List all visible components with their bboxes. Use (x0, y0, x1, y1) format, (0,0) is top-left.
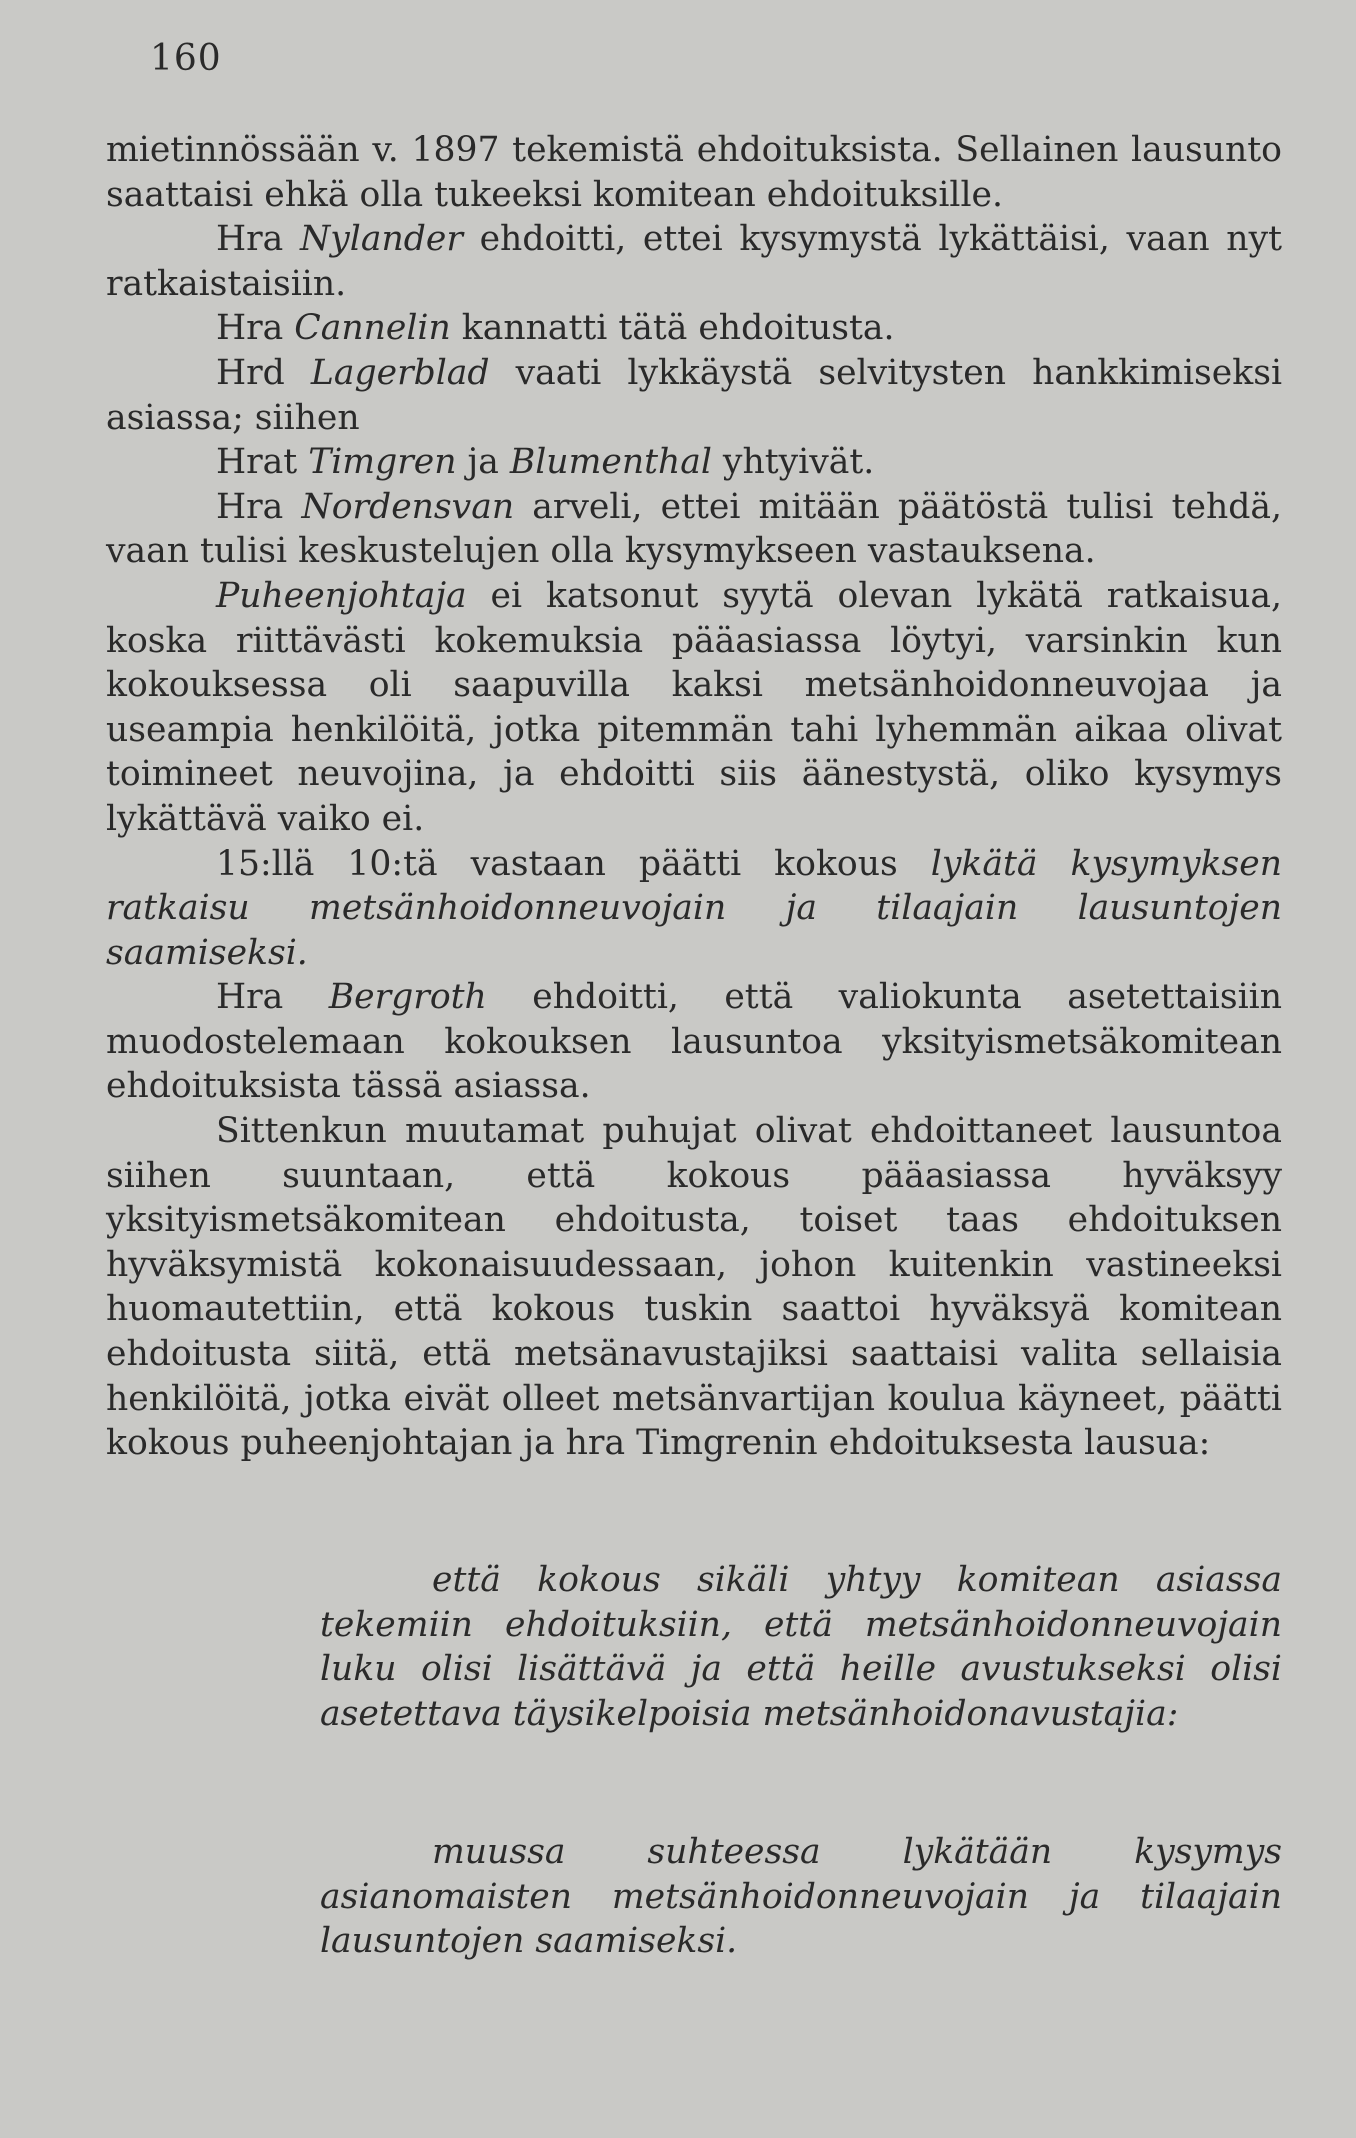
text-run: kannatti tätä ehdoitusta. (450, 308, 895, 349)
italic-text: Lagerblad (310, 352, 490, 393)
page-number: 160 (150, 38, 222, 79)
text-run: ehdoitti, ettei kysymystä lykättäisi, vaan nyt ratkaistaisiin. (106, 219, 1283, 304)
text-run: Hra (216, 219, 301, 260)
text-run: Hra (216, 486, 302, 527)
paragraph (106, 351, 1282, 440)
paragraph (106, 217, 1282, 306)
text-run: ei katsonut syytä olevan lykätä ratkaisua, koska riittävästi kokemuksia pääasiassa löytyi, varsinkin kun kokouksessa oli saapuvilla kaksi metsänhoidonneuvojaa ja useampia henkilöitä, jotka pitemmän tahi lyhemmän aikaa olivat toimineet neuvojina, ja ehdoitti siis äänestystä, oliko kysymys lykättävä vaiko ei. (106, 575, 1282, 839)
text-run: vaati lykkäystä selvitysten hankkimiseksi asiassa; siihen (106, 352, 1283, 438)
text-run: Sittenkun muutamat puhujat olivat ehdoittaneet lausuntoa siihen suuntaan, että kokous pääasiassa hyväksyy yksityismetsäkomitean ehdoitusta, toiset taas ehdoituksen hyväksymistä kokonaisuudessaan, johon kuitenkin vastineeksi huomautettiin, että kokous tuskin saattoi hyväksyä komitean ehdoitusta siitä, että metsänavustajiksi saattaisi valita sellaisia henkilöitä, jotka eivät olleet metsänvartijan koulua käyneet, päätti kokous puheenjohtajan ja hra Timgrenin ehdoituksesta lausua: (106, 1111, 1282, 1464)
paragraph (106, 306, 1282, 351)
text-run: mietinnössään v. 1897 tekemistä ehdoituksista. Sellainen lausunto saattaisi ehkä olla tukeeksi komitean ehdoituksille. (106, 130, 1282, 215)
italic-text: Nylander (300, 219, 463, 260)
paragraph (106, 1109, 1282, 1466)
paragraph (106, 842, 1282, 976)
paragraph (106, 440, 1282, 485)
body-text (106, 128, 1282, 1466)
text-run: Hrat (216, 442, 309, 483)
italic-text: Timgren (308, 442, 457, 483)
italic-text: Bergroth (328, 977, 487, 1018)
resolution-block-2 (106, 1830, 1282, 1964)
text-run: 15:llä 10:tä vastaan päätti kokous (216, 843, 931, 884)
italic-text: lykätä kysymyksen ratkaisu metsänhoidonneuvojain ja tilaajain lausuntojen saamiseksi. (106, 843, 1283, 973)
text-run: Hra (216, 977, 329, 1018)
italic-text: Nordensvan (301, 486, 515, 527)
resolution-text: muussa suhteessa lykätään kysymys asianomaisten metsänhoidonneuvojain ja tilaajain lausuntojen saamiseksi. (320, 1832, 1282, 1962)
italic-text: Blumenthal (509, 442, 712, 483)
paragraph (106, 485, 1282, 574)
paragraph (106, 128, 1282, 217)
text-run: Hra (216, 308, 295, 349)
text-run: ja (456, 442, 510, 483)
text-run: Hrd (216, 352, 311, 393)
text-run: yhtyivät. (711, 442, 875, 483)
resolution-text: että kokous sikäli yhtyy komitean asiassa tekemiin ehdoituksiin, että metsänhoidonneuvojain luku olisi lisättävä ja että heille avustukseksi olisi asetettava täysikelpoisia metsänhoidonavustajia: (320, 1560, 1282, 1734)
text-run: arveli, ettei mitään päätöstä tulisi tehdä, vaan tulisi keskustelujen olla kysymykseen vastauksena. (106, 486, 1283, 572)
paragraph (106, 975, 1282, 1109)
italic-text: Puheenjohtaja (216, 575, 467, 616)
resolution-block-1 (106, 1558, 1282, 1736)
paragraph (106, 574, 1282, 842)
text-run: ehdoitti, että valiokunta asetettaisiin muodostelemaan kokouksen lausuntoa yksityismetsäkomitean ehdoituksista tässä asiassa. (106, 977, 1282, 1107)
italic-text: Cannelin (294, 308, 451, 349)
